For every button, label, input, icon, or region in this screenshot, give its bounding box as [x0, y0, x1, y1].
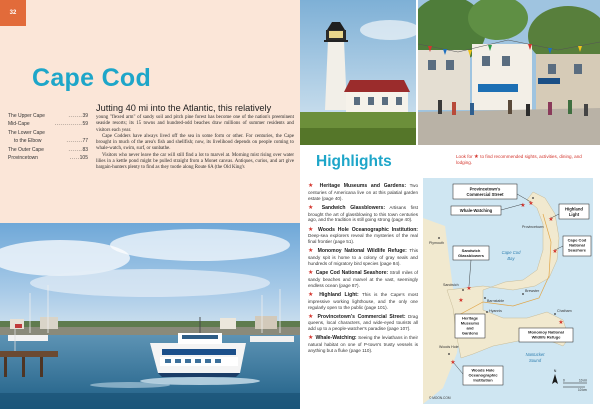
toc-item[interactable]: Mid-Cape ..............59	[8, 121, 88, 128]
map-credit: © MOON.COM	[429, 396, 451, 400]
toc-item[interactable]: The Lower Cape	[8, 129, 45, 136]
highlights-title: Highlights	[316, 153, 392, 170]
star-icon: ★	[308, 183, 320, 189]
highlight-item: ★ Sandwich Glassblowers: Artisans first brought the art of glassblowing to this town centuries ago, and the tradition is still going strong (page 40).	[308, 204, 419, 223]
svg-text:N: N	[553, 369, 557, 373]
place-label: Chatham	[557, 309, 572, 313]
star-icon: ★	[473, 154, 479, 160]
svg-text:0: 0	[563, 378, 565, 383]
star-icon: ★	[308, 226, 319, 233]
lookfor-note: Look for ★ to find recommended sights, activities, dining, and lodging.	[456, 154, 582, 165]
callout-label: Monomoy National	[528, 329, 564, 335]
water-label: Bay	[507, 256, 515, 261]
toc-item[interactable]: Provincetown .....105	[8, 155, 88, 162]
highlight-item: ★ Woods Hole Oceanographic Institution: Deep-sea explorers reveal the mysteries of the real final frontier (page 51).	[308, 226, 419, 245]
water-label: Cape Cod	[501, 250, 521, 255]
star-marker-icon: ★	[450, 359, 456, 366]
star-marker-icon: ★	[458, 297, 464, 304]
water-label: Sound	[528, 358, 542, 363]
water-label: Nantucket	[525, 352, 545, 357]
callout-label: Woods Hole	[471, 367, 495, 373]
svg-text:10 mi: 10 mi	[579, 378, 587, 383]
callout-label: Highland	[565, 206, 583, 212]
place-label: Hyannis	[489, 309, 502, 313]
intro-text	[96, 103, 294, 172]
callout-label: Provincetown's	[469, 186, 501, 192]
star-marker-icon: ★	[466, 285, 472, 292]
chapter-title: Cape Cod	[32, 64, 152, 92]
star-marker-icon: ★	[548, 216, 554, 223]
lighthouse-photo	[300, 0, 416, 145]
callout-label: Oceanographic	[468, 372, 498, 378]
place-label: Woods Hole	[439, 345, 459, 349]
highlight-item: ★ Cape Cod National Seashore: Stroll miles of sandy beaches and marvel at the vast, seemingly endless ocean (page 87).	[308, 270, 419, 288]
star-icon: ★	[308, 248, 318, 255]
toc-item[interactable]: The Outer Cape .......83	[8, 146, 88, 153]
star-icon: ★	[308, 270, 316, 277]
callout-label: Whale-Watching	[459, 208, 493, 213]
callout-label: Seashore	[567, 247, 587, 253]
chapter-toc	[8, 112, 88, 162]
callout-label: Institution	[473, 377, 493, 383]
highlights-map	[423, 178, 593, 404]
place-label: Plymouth	[429, 241, 444, 245]
toc-item[interactable]: The Upper Cape .......39	[8, 113, 88, 119]
highlight-item: ★ Heritage Museums and Gardens: Two centuries of Americana live on at this palatial garden estate (page 40).	[308, 183, 419, 201]
svg-text:10 km: 10 km	[578, 388, 587, 392]
place-label: Barnstable	[487, 299, 505, 303]
star-icon: ★	[308, 291, 320, 298]
place-label: Sandwich	[443, 283, 459, 287]
star-marker-icon: ★	[558, 319, 564, 326]
callout-label: Light	[568, 212, 580, 217]
highlight-item: ★ Provincetown's Commercial Street: Drag queens, local characters, and wide-eyed tourists all add up to a people-watcher's paradise (page 107).	[308, 313, 419, 332]
page-number: 32	[0, 0, 26, 26]
star-marker-icon: ★	[528, 200, 534, 207]
callout-label: Museums	[460, 320, 480, 326]
toc-item[interactable]: to the Elbow ........77	[14, 138, 88, 145]
callout-label: Heritage	[461, 315, 479, 321]
intro-paragraph: Visitors who never leave the car will still find a lot to marvel at. Morning mist rising over water lilies in a kettle pond might be pulled straight from a Monet canvas. Antiques, curios, and art give bargain-hunters plenty to find as they tootle along Route 6A (the Old King's	[96, 152, 294, 171]
callout-label: Cape Cod	[567, 237, 587, 243]
highlight-item: ★ Monomoy National Wildlife Refuge: This sandy spit is home to a colony of gray seals and hundreds of migratory bird species (page 84).	[308, 248, 418, 266]
callout-label: Sandwich	[461, 248, 481, 253]
intro-paragraph: young "flexed arm" of sandy soil and pitch pine forest has become one of the nation's preeminent seaside resorts; its 15 towns and hundred-odd beaches draw millions of summer residents and visitors each year.	[96, 115, 294, 133]
callout-label: Glassblowers	[457, 253, 485, 258]
star-icon: ★	[308, 313, 318, 320]
star-icon: ★	[308, 335, 316, 342]
callout-label: and	[466, 325, 474, 331]
place-label: Provincetown	[522, 225, 544, 229]
star-icon: ★	[308, 204, 322, 211]
star-marker-icon: ★	[552, 248, 558, 255]
callout-label: National	[569, 242, 585, 248]
star-marker-icon: ★	[520, 202, 526, 209]
intro-lead-line: Jutting 40 mi into the Atlantic, this relatively	[96, 103, 272, 113]
callout-label: Wildlife Refuge	[531, 334, 561, 340]
commercial-street-photo	[418, 0, 600, 145]
highlight-item: ★ Highland Light: This is the Cape's most impressive working lighthouse, and the only one regularly open to the public (page 101).	[308, 291, 418, 310]
highlights-list	[308, 183, 418, 357]
harbor-boat-photo	[0, 223, 300, 409]
callout-label: Gardens	[461, 330, 479, 336]
place-label: Brewster	[525, 289, 540, 293]
highlight-item: ★ Whale-Watching: Seeing the leviathans in their natural habitat on one of P-town's trusty vessels is anything but a fluke (page 110).	[308, 335, 419, 354]
callout-label: Commercial Street	[466, 192, 504, 197]
intro-paragraph: Cape Codders have always lived off the sea in some form or other. For centuries, the Cape brought in much of the area's fish and shellfish; now, its livelihood depends on people coming to whale-watch, swim, surf, or sunbathe.	[96, 133, 294, 152]
